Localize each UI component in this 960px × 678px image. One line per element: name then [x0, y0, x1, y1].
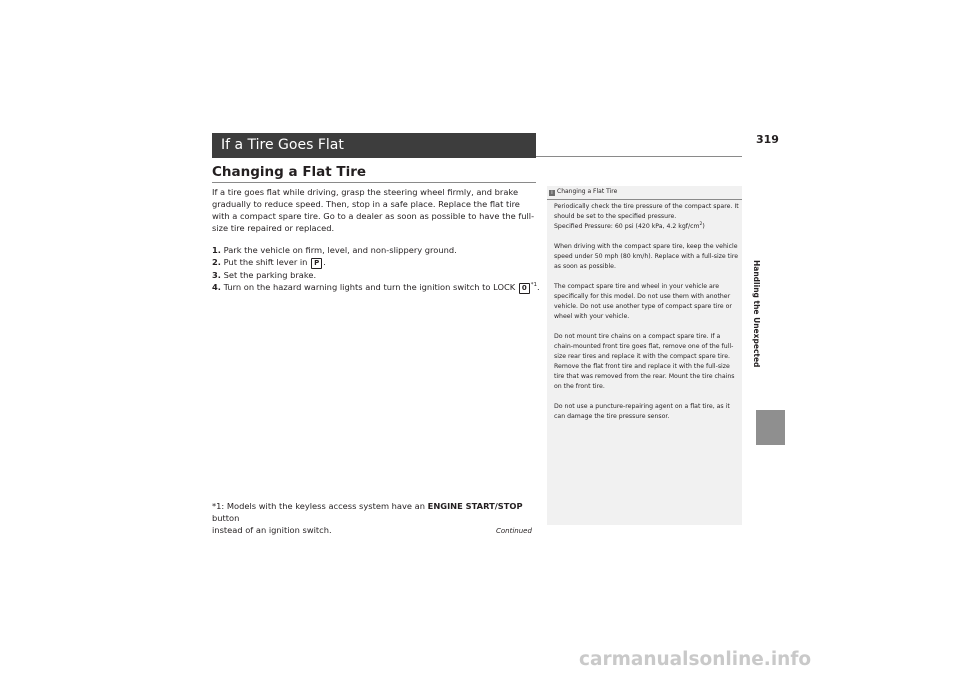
main-body — [212, 186, 540, 294]
note-icon: i — [549, 190, 555, 196]
step-number: 1. — [212, 245, 221, 255]
footnote-ref: *1 — [530, 282, 537, 289]
shift-p-key-icon: P — [311, 258, 322, 269]
continued-label: Continued — [496, 527, 532, 535]
footnote-line-1: *1: Models with the keyless access system have an ENGINE START/STOP button — [212, 501, 523, 523]
side-note-paragraph: The compact spare tire and wheel in your vehicle are specifically for this model. Do not use them with another vehicle. Do not use another type of compact spare tire or wheel with your vehicle. — [554, 283, 732, 320]
footnote — [212, 500, 536, 536]
side-note-body — [554, 202, 740, 432]
step-2 — [212, 256, 536, 269]
side-note-header — [547, 188, 742, 200]
chapter-tab-marker — [756, 410, 785, 445]
footnote-line-2: instead of an ignition switch. — [212, 525, 332, 535]
side-note-paragraph: Do not mount tire chains on a compact spare tire. If a chain-mounted front tire goes flat, remove one of the full-size rear tires and replace it with the compact spare tire. Remove the flat front tire and replace it with the full-size tire that was removed from the rear. Mount the tire chains on the front tire. — [554, 333, 735, 390]
step-number: 4. — [212, 282, 221, 292]
step-text-end: . — [323, 257, 326, 267]
step-1 — [212, 244, 536, 256]
banner-divider — [536, 156, 742, 157]
engine-start-stop-label: ENGINE START/STOP — [427, 501, 523, 511]
side-note-title: Changing a Flat Tire — [557, 188, 618, 195]
step-number: 2. — [212, 257, 221, 267]
page-heading: Changing a Flat Tire — [212, 164, 367, 180]
section-title: If a Tire Goes Flat — [212, 133, 536, 158]
watermark-logo: carmanualsonline.info — [579, 649, 812, 670]
intro-paragraph: If a tire goes flat while driving, grasp the steering wheel firmly, and brake gradually to reduce speed. Then, stop in a safe place. Replace the flat tire with a compact spare tire. Go to a dealer as soon as possible to have the full-size tire repaired or replaced. — [212, 187, 535, 233]
step-text: Turn on the hazard warning lights and turn the ignition switch to LOCK — [223, 282, 518, 292]
lock-0-key-icon: 0 — [519, 283, 530, 294]
step-text: Park the vehicle on firm, level, and non-slippery ground. — [223, 245, 457, 255]
side-note — [547, 186, 742, 525]
step-text: Put the shift lever in — [223, 257, 311, 267]
heading-divider — [212, 182, 536, 183]
step-number: 3. — [212, 270, 221, 280]
side-note-paragraph: Periodically check the tire pressure of the compact spare. It should be set to the specified pressure. Specified Pressure: 60 psi (420 kPa, 4.2 kgf/$cm^2$) — [554, 203, 739, 230]
side-note-paragraph: Do not use a puncture-repairing agent on a flat tire, as it can damage the tire pressure sensor. — [554, 403, 730, 420]
step-4 — [212, 281, 540, 294]
step-text: Set the parking brake. — [223, 270, 317, 280]
page-number: 319 — [756, 133, 779, 146]
side-note-paragraph: When driving with the compact spare tire, keep the vehicle speed under 50 mph (80 km/h). Replace with a full-size tire as soon as possible. — [554, 243, 739, 270]
step-3 — [212, 269, 536, 281]
step-text-end: . — [536, 282, 540, 292]
chapter-tab-label: Handling the Unexpected — [752, 260, 761, 368]
